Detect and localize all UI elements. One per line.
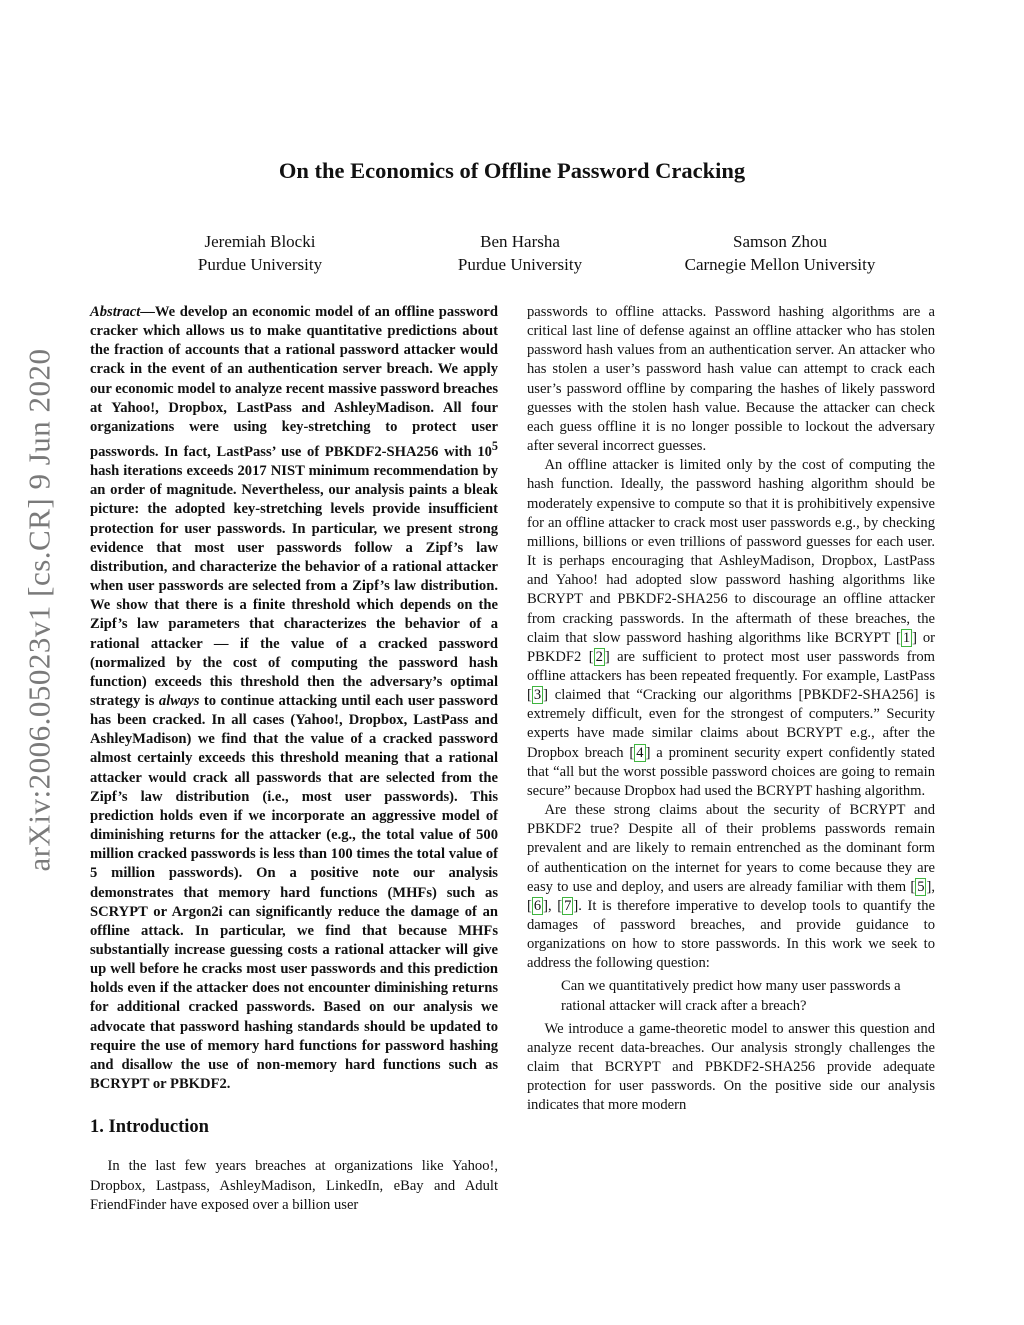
paragraph-text: claimed that “Cracking our algorithms [PBKDF2-SHA256] is extremely difficult, even for the strongest of computers.” Security experts have made similar claims about BCRYPT e.g., after the Dropbox breach: [527, 687, 935, 761]
author-affiliation: Purdue University: [457, 255, 583, 274]
author-block: [390, 230, 650, 276]
paper-title: On the Economics of Offline Password Cracking: [278, 158, 746, 183]
author-list: [130, 230, 910, 276]
abstract-text: hash iterations exceeds 2017 NIST minimum recommendation by an order of magnitude. Nevertheless, our analysis paints a bleak picture: the adopted key-stretching levels provide insufficient protection for user passwords. In particular, we present strong evidence that most user passwords follow a Zipf’s law distribution, and characterize the behavior of a rational attacker when user passwords are selected from a Zipf’s law distribution. We show that there is a finite threshold which depends on the Zipf’s law parameters that characterizes the behavior of a rational attacker — if the value of a cracked password (normalized by the cost of computing the password hash function) exceeds this threshold then the adversary’s optimal strategy is: [90, 463, 498, 709]
paragraph-text: or PBKDF2: [527, 629, 935, 665]
paragraph-text: An offline attacker is limited only by the cost of computing the hash function. Ideally, the password hashing algorithm should be moderately expensive to compute so that it is prohibitively expensive for an offline attacker to crack most user passwords e.g., by checking millions, billions or even trillions of password guesses for each user. It is perhaps encouraging that AshleyMadison, Dropbox, LastPass and Yahoo! had adopted slow password hashing algorithms like BCRYPT and PBKDF2-SHA256 to discourage an offline attacker from cracking passwords. In the aftermath of these breaches, the claim that slow password hashing algorithms like BCRYPT: [527, 457, 935, 646]
author-block: [650, 230, 910, 276]
intro-paragraph-1: In the last few years breaches at organizations like Yahoo!, Dropbox, Lastpass, AshleyMadison, LinkedIn, eBay and Adult FriendFinder have exposed over a billion user: [90, 1158, 498, 1213]
citation-link[interactable]: 2: [595, 648, 603, 665]
right-column: [527, 303, 935, 1116]
abstract-emphasis: always: [158, 692, 200, 709]
paragraph-text: are sufficient to protect most user passwords from offline attackers has been repeated frequently. For example, LastPass: [527, 648, 935, 684]
arxiv-stamp-text: arXiv:2006.05023v1 [cs.CR] 9 Jun 2020: [22, 348, 57, 872]
intro-paragraph-1-continued: passwords to offline attacks. Password hashing algorithms are a critical last line of defense against an offline attacker who has stolen password hash values from an authentication server. An attacker who has stolen a user’s password hash value can attempt to crack each user’s password offline by comparing the hashes of likely password guesses with the stolen hash value. Because the attacker can check each guess offline it is no longer possible to lockout the adversary after several incorrect guesses.: [527, 304, 935, 455]
section-heading-introduction: 1. Introduction: [90, 1117, 209, 1138]
author-name: Ben Harsha: [480, 232, 560, 251]
citation-link[interactable]: 5: [917, 878, 925, 895]
abstract-superscript: 5: [491, 439, 498, 454]
intro-paragraph-4: We introduce a game-theoretic model to answer this question and analyze recent data-breaches. Our analysis strongly challenges the claim that BCRYPT and PBKDF2-SHA256 provide adequate protection for user passwords. On the positive side our analysis indicates that more modern: [527, 1020, 935, 1114]
abstract-text: to continue attacking until each user password has been cracked. In all cases (Yahoo!, Dropbox, LastPass and AshleyMadison) we find that the value of a cracked password almost certainly exceeds this threshold meaning that a rational attacker would crack all passwords that are selected from the Zipf’s law distribution (i.e., most user passwords). This prediction holds even if we incorporate an aggressive model of diminishing returns for the attacker (e.g., the total value of 500 million cracked passwords is less than 100 times the total value of 5 million passwords). On a positive note our analysis demonstrates that memory hard functions (MHFs) such as SCRYPT or Argon2i can significantly reduce the damage of an offline attack. In particular, we find that because MHFs substantially increase guessing costs a rational attacker will give up well before he cracks most user passwords and this prediction holds even if the attacker does not encounter diminishing returns for additional cracked passwords. Based on our analysis we advocate that password hashing standards should be updated to require the use of memory hard functions for password hashing and disallow the use of non-memory hard functions such as BCRYPT or PBKDF2.: [90, 692, 498, 1093]
author-name: Samson Zhou: [733, 232, 827, 251]
paragraph-text: Are these strong claims about the security of BCRYPT and PBKDF2 true? Despite all of their problems passwords remain prevalent and are likely to remain entrenched as the dominant form of authentication on the internet for years to come because they are easy to use and deploy, and users are already familiar with them: [527, 802, 935, 895]
citation-link[interactable]: 7: [564, 897, 572, 914]
intro-paragraph-3: Are these strong claims about the security of BCRYPT and PBKDF2 true? Despite all of their problems passwords remain prevalent and are likely to remain entrenched as the dominant form of authentication on the internet for years to come because they are easy to use and deploy, and users are already familiar with them [ 5 ], [ 6 ], [ 7 ]. It is therefore imperative to develop tools to quantify the damages of password breaches, and provide guidance to organizations on how to store passwords. In this work we seek to address the following question:: [527, 802, 935, 972]
author-affiliation: Carnegie Mellon University: [684, 255, 876, 274]
author-affiliation: Purdue University: [197, 255, 323, 274]
citation-link[interactable]: 6: [533, 897, 542, 914]
citation-link[interactable]: 4: [636, 744, 644, 761]
paragraph-text: a prominent security expert confidently stated that “all but the worst possible password choices are going to remain secure” because Dropbox had used the BCRYPT hashing algorithm.: [527, 744, 935, 799]
abstract-text: —We develop an economic model of an offline password cracker which allows us to make quantitative predictions about the fraction of accounts that a rational password attacker would crack in the event of an authentication server breach. We apply our economic model to analyze recent massive password breaches at Yahoo!, Dropbox, LastPass and AshleyMadison. All four organizations were using key-stretching to protect user passwords. In fact, LastPass’ use of PBKDF2-SHA256 with 10: [90, 304, 498, 460]
research-question: Can we quantitatively predict how many user passwords a rational attacker will crack after a breach?: [561, 978, 901, 1014]
citation-link[interactable]: 3: [533, 687, 542, 704]
abstract: [90, 303, 498, 1094]
left-column: [90, 303, 498, 1215]
author-name: Jeremiah Blocki: [204, 232, 316, 251]
citation-link[interactable]: 1: [902, 629, 911, 646]
paragraph-text: . It is therefore imperative to develop tools to quantify the damages of password breaches, and provide guidance to organizations on how to store passwords. In this work we seek to address the following question:: [527, 897, 935, 972]
arxiv-stamp: [20, 220, 60, 1000]
abstract-label: Abstract: [90, 304, 141, 320]
author-block: [130, 230, 390, 276]
intro-paragraph-2: An offline attacker is limited only by the cost of computing the hash function. Ideally, the password hashing algorithm should be moderately expensive to compute so that it is prohibitively expensive for an offline attacker to crack most user passwords e.g., by checking millions, billions or even trillions of password guesses for each user. It is perhaps encouraging that AshleyMadison, Dropbox, LastPass and Yahoo! had adopted slow password hashing algorithms like BCRYPT and PBKDF2-SHA256 to discourage an offline attacker from cracking passwords. In the aftermath of these breaches, the claim that slow password hashing algorithms like BCRYPT [ 1 ] or PBKDF2 [ 2 ] are sufficient to protect most user passwords from offline attackers has been repeated frequently. For example, LastPass [ 3 ] claimed that “Cracking our algorithms [PBKDF2-SHA256] is extremely difficult, even for the strongest of computers.” Security experts have made similar claims about BCRYPT e.g., after the Dropbox breach [ 4 ] a prominent security expert confidently stated that “all but the worst possible password choices are going to remain secure” because Dropbox had used the BCRYPT hashing algorithm.: [527, 457, 935, 799]
